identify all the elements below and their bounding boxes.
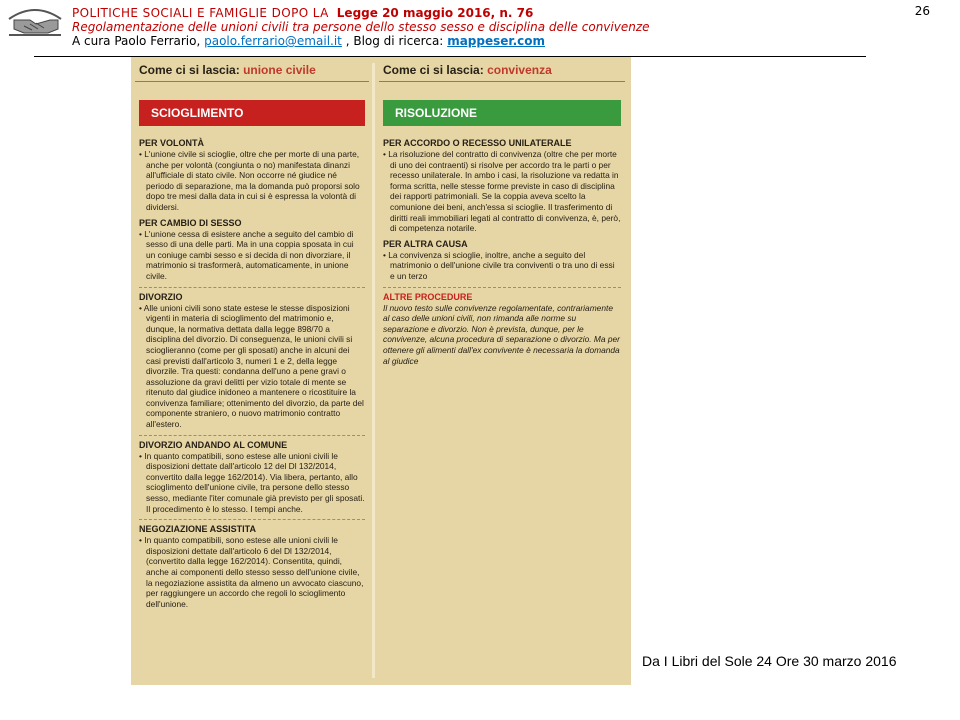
section-heading: PER ACCORDO O RECESSO UNILATERALE <box>383 138 572 148</box>
section-divider <box>139 519 365 520</box>
section-heading: DIVORZIO ANDANDO AL COMUNE <box>139 439 288 450</box>
section-text: • In quanto compatibili, sono estese alle unioni civili le disposizioni dettate dall'articolo 12 del Dl 132/2014, convertito dalla legge 162/2014). Via libera, pertanto, allo scioglimento dell'unione civile, tra persone dello stesso sesso, mediante l'iter comunale già previsto per gli sposati. Il procedimento è lo stesso. I tempi anche. <box>139 451 365 515</box>
section-divider <box>139 435 365 436</box>
left-title-prefix: Come ci si lascia: <box>139 63 240 77</box>
header-curator: A cura Paolo Ferrario, <box>72 34 201 48</box>
right-title-prefix: Come ci si lascia: <box>383 63 484 77</box>
scioglimento-banner: SCIOGLIMENTO <box>139 100 365 126</box>
section-divorzio <box>135 292 369 430</box>
newspaper-clipping <box>131 57 631 685</box>
page-header <box>72 6 892 48</box>
section-negoziazione <box>135 524 369 609</box>
section-text: • L'unione civile si scioglie, oltre che per morte di una parte, anche per volontà (congiunta o no) manifestata dinanzi all'ufficiale di stato civile. Non occorre né giudice né periodo di separazione, ma la domanda può proporsi solo dopo tre mesi dalla data in cui si è espressa la volontà di dividersi. <box>139 149 365 213</box>
section-altre-procedure <box>379 292 625 367</box>
section-heading: ALTRE PROCEDURE <box>383 291 473 302</box>
section-accordo-recesso <box>379 138 625 234</box>
section-text: • L'unione cessa di esistere anche a seguito del cambio di sesso di una delle parti. Ma in una coppia sposata in cui un coniuge cambi sesso e si decida di non divorziare, il matrimonio si trasformerà, automaticamente, in unione civile. <box>139 229 365 282</box>
section-heading: DIVORZIO <box>139 291 183 302</box>
section-text: • Alle unioni civili sono state estese le stesse disposizioni vigenti in materia di scioglimento del matrimonio e, dunque, la normativa dettata dalla legge 898/70 a disciplina del divorzio. Di conseguenza, le unioni civili si scioglieranno (come per gli sposati) anche in alcuni dei casi previsti dall'articolo 3, numeri 1 e 2, della legge divorzile. Tra questi: condanna dell'uno a pene gravi o assoluzione da gravi delitti per vizio totale di mente se ritenuto dal giudice inidoneo a mantenere o ricostituire la convivenza familiare; ottenimento del divorzio, da parte del componente straniero, o nuovo matrimonio contratto all'estero. <box>139 303 365 430</box>
blog-link[interactable]: mappeser.com <box>447 34 546 48</box>
section-divider <box>383 287 621 288</box>
section-cambio-sesso <box>135 218 369 282</box>
page-number: 26 <box>914 4 930 18</box>
section-heading: PER ALTRA CAUSA <box>383 238 468 249</box>
left-column <box>135 57 369 614</box>
email-link[interactable]: paolo.ferrario@email.it <box>204 34 342 48</box>
section-heading: PER CAMBIO DI SESSO <box>139 217 242 228</box>
header-blog-label: , Blog di ricerca: <box>345 34 444 48</box>
risoluzione-banner: RISOLUZIONE <box>383 100 621 126</box>
source-credit: Da I Libri del Sole 24 Ore 30 marzo 2016 <box>642 653 897 669</box>
section-text: • La risoluzione del contratto di convivenza (oltre che per morte di uno dei contraenti) si risolve per accordo tra le parti o per recesso unilaterale. In ambo i casi, la risoluzione va redatta in forma scritta, nelle stesse forme previste in caso di disciplina dei rapporti patrimoniali. Se la coppia aveva scelto la comunione dei beni, anch'essa si scioglie. Il trasferimento di diritti reali immobiliari legati al contratto di convivenza, è, però, di competenza notarile. <box>383 149 621 234</box>
right-column <box>379 57 625 371</box>
header-title: POLITICHE SOCIALI E FAMIGLIE DOPO LA <box>72 6 329 20</box>
section-text: • In quanto compatibili, sono estese alle unioni civili le disposizioni dettate dall'articolo 6 del Dl 132/2014, (convertito dalla legge 162/2014). Consentita, quindi, anche ai componenti dello stesso sesso dell'unione civile, la negoziazione assistita da almeno un avvocato ciascuno, per raggiungere un accordo che regoli lo scioglimento dell'unione. <box>139 535 365 609</box>
section-per-volonta <box>135 138 369 213</box>
section-text: • La convivenza si scioglie, inoltre, anche a seguito del matrimonio o dell'unione civile tra conviventi o tra uno di essi e un terzo <box>383 250 621 282</box>
right-title-topic: convivenza <box>487 63 552 77</box>
section-divider <box>139 287 365 288</box>
right-column-title <box>379 57 625 82</box>
left-column-title <box>135 57 369 82</box>
section-divorzio-comune <box>135 440 369 515</box>
left-title-topic: unione civile <box>243 63 316 77</box>
section-text: Il nuovo testo sulle convivenze regolamentate, contrariamente al caso delle unioni civili, non rimanda alle norme su separazione e divorzio. Non è prevista, dunque, per le convivenze, alcuna procedura di separazione o divorzio. Ma per ottenere gli alimenti dall'ex convivente è necessaria la domanda al giudice <box>383 302 620 366</box>
section-altra-causa <box>379 239 625 282</box>
column-separator <box>372 63 375 678</box>
section-heading: NEGOZIAZIONE ASSISTITA <box>139 524 257 535</box>
header-law: Legge 20 maggio 2016, n. 76 <box>336 6 534 20</box>
handshake-logo-icon <box>6 5 64 39</box>
section-heading: PER VOLONTÀ <box>139 138 205 148</box>
header-subtitle: Regolamentazione delle unioni civili tra persone dello stesso sesso e disciplina delle convivenze <box>72 20 650 34</box>
